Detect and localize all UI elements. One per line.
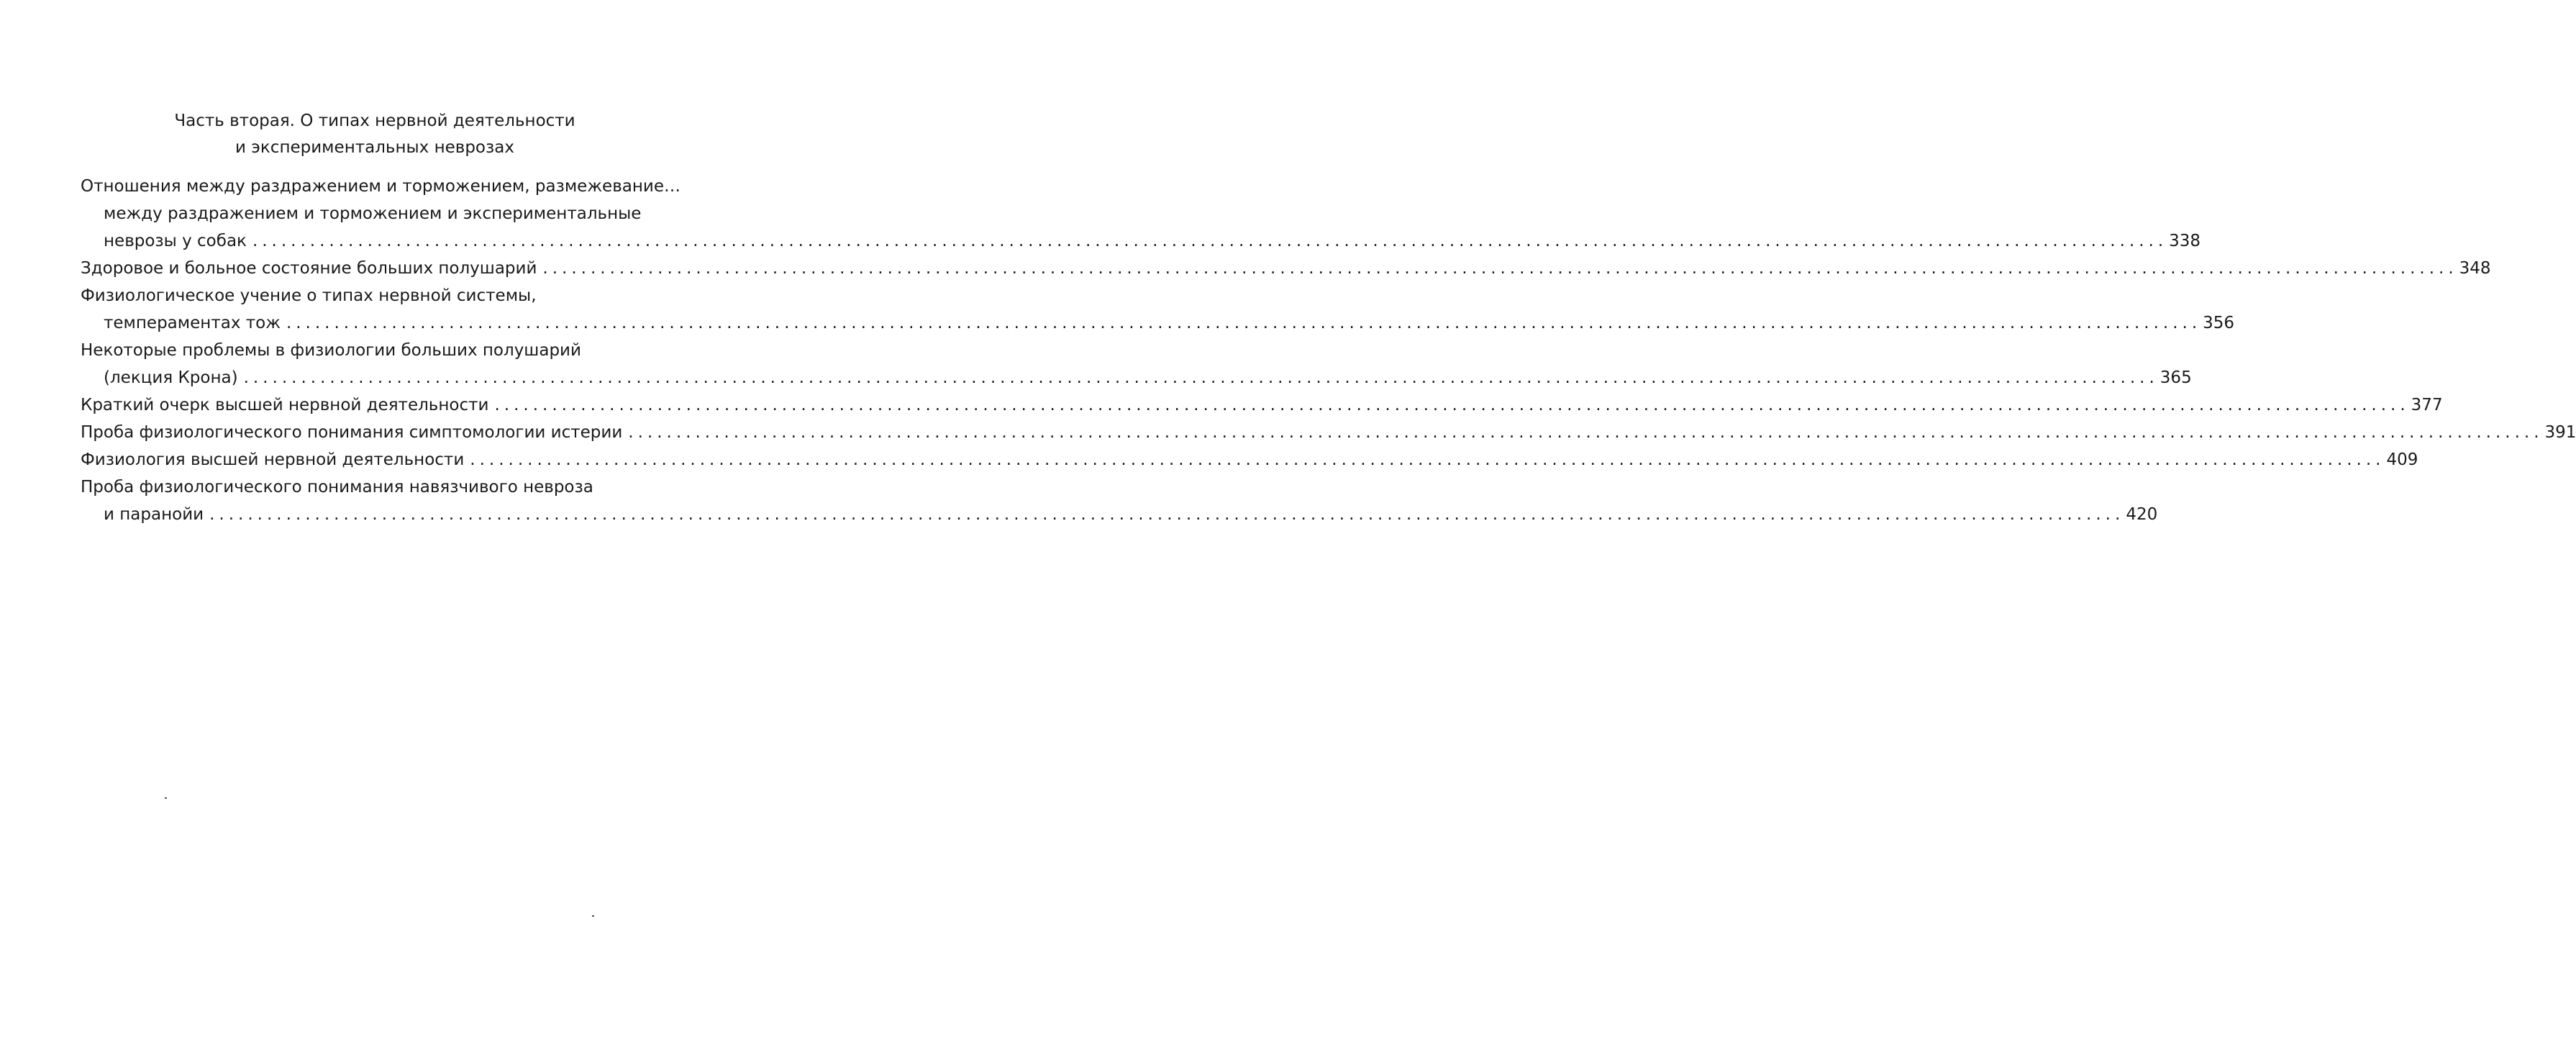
dot-leader: ........................................................................................................................................................................................................ <box>209 505 2125 524</box>
toc-entry-last-line <box>81 446 2418 473</box>
page-number: 338 <box>2169 232 2201 250</box>
page-number: 409 <box>2386 450 2418 469</box>
dot-leader: ........................................................................................................................................................................................................ <box>542 259 2458 278</box>
page-number: 348 <box>2459 259 2491 278</box>
dot-leader: ........................................................................................................................................................................................................ <box>243 368 2159 387</box>
toc-entry-line: Некоторые проблемы в физиологии больших полушарий <box>81 341 581 360</box>
page-number: 420 <box>2126 505 2158 524</box>
toc-entry-last-line <box>81 364 2192 391</box>
toc-entry-last-line <box>81 255 2491 282</box>
toc-entry <box>81 391 2443 419</box>
dot-leader: ........................................................................................................................................................................................................ <box>494 396 2410 414</box>
toc-entry-line: и паранойи <box>104 505 204 524</box>
toc-entry-line: Физиология высшей нервной деятельности <box>81 450 465 469</box>
toc-entry <box>81 282 2235 337</box>
toc-entry-last-line <box>81 501 2158 528</box>
toc-entry-line: Здоровое и больное состояние больших полушарий <box>81 259 537 278</box>
part-heading-line-2: и экспериментальных неврозах <box>235 138 514 157</box>
toc-entry-line: Краткий очерк высшей нервной деятельности <box>81 396 489 414</box>
toc-entry <box>81 173 2201 255</box>
dot-leader: ........................................................................................................................................................................................................ <box>252 232 2168 250</box>
toc-entry <box>81 337 2192 391</box>
toc-entry <box>81 473 2158 528</box>
page-number: 391 <box>2544 423 2576 442</box>
table-of-contents <box>81 173 2576 528</box>
toc-entry-last-line <box>81 309 2235 337</box>
part-heading-line-1: Часть вторая. О типах нервной деятельности <box>174 112 575 130</box>
toc-entry-last-line <box>81 227 2201 255</box>
toc-entry-line: Проба физиологического понимания симптомологии истерии <box>81 423 623 442</box>
dot-leader: ........................................................................................................................................................................................................ <box>628 423 2544 442</box>
part-heading <box>79 108 670 161</box>
toc-entry-line: Отношения между раздражением и торможением, размежевание… <box>81 177 681 196</box>
toc-entry-line: между раздражением и торможением и экспериментальные <box>104 204 642 223</box>
page-number: 356 <box>2203 314 2235 332</box>
scan-speck <box>165 797 167 799</box>
dot-leader: ........................................................................................................................................................................................................ <box>286 314 2202 332</box>
scan-speck <box>592 915 594 917</box>
toc-entry-last-line <box>81 391 2443 419</box>
toc-entry-line: Проба физиологического понимания навязчивого невроза <box>81 478 593 497</box>
page-number: 365 <box>2159 368 2192 387</box>
toc-entry-line: Физиологическое учение о типах нервной системы, <box>81 286 537 305</box>
toc-entry-line: темпераментах тож <box>104 314 281 332</box>
toc-entry-line: неврозы у собак <box>104 232 247 250</box>
toc-entry <box>81 419 2576 446</box>
toc-entry <box>81 255 2491 282</box>
toc-entry <box>81 446 2418 473</box>
toc-entry-last-line <box>81 419 2576 446</box>
dot-leader: ........................................................................................................................................................................................................ <box>470 450 2385 469</box>
toc-entry-line: (лекция Крона) <box>104 368 238 387</box>
page-number: 377 <box>2411 396 2443 414</box>
